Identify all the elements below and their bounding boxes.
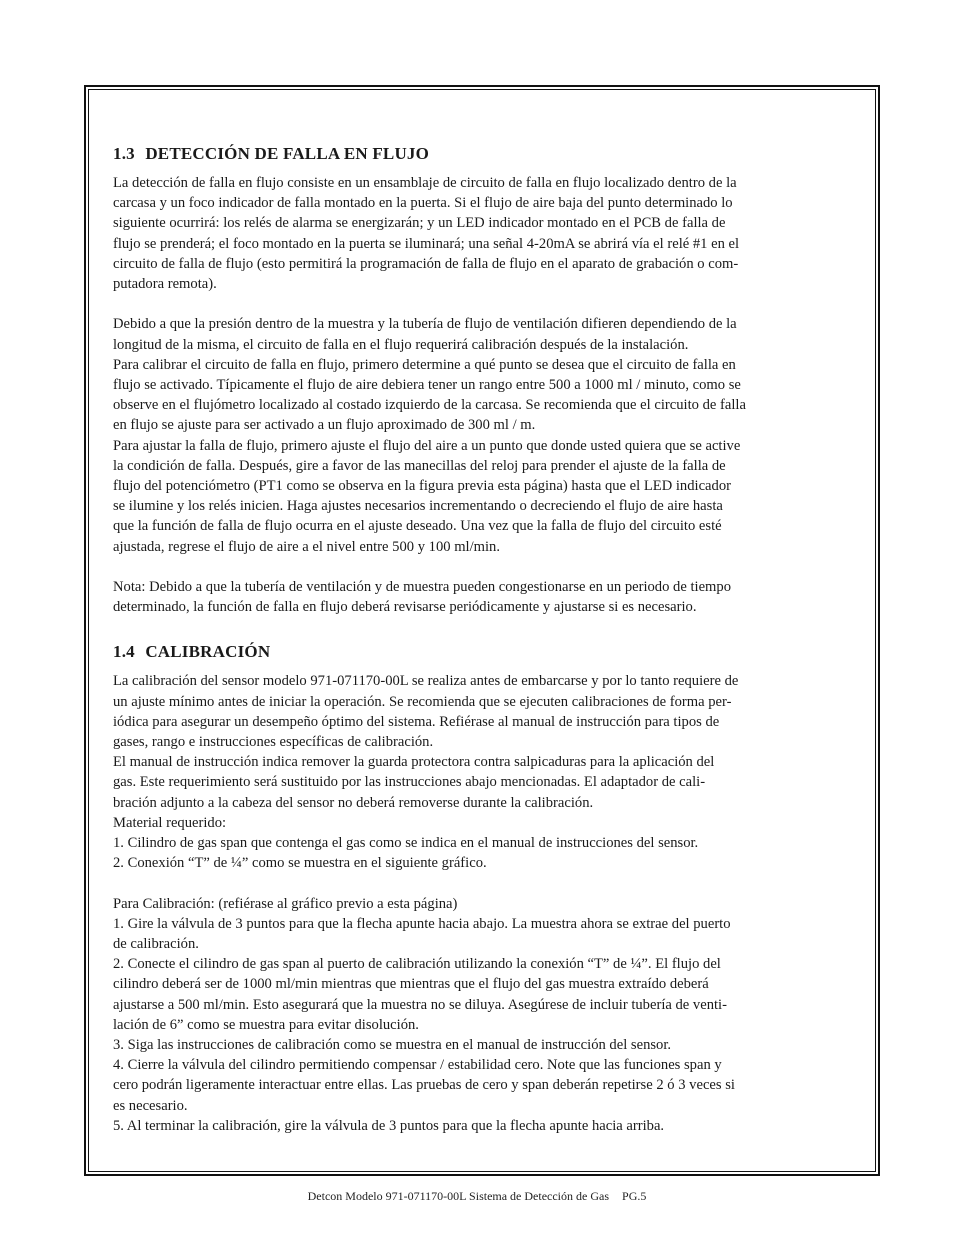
text-line: bración adjunto a la cabeza del sensor no deberá removerse durante la calibración. (113, 794, 594, 811)
section-title: DETECCIÓN DE FALLA EN FLUJO (145, 144, 430, 163)
section-body-flow-fault (113, 173, 858, 617)
text-line: iódica para asegurar un desempeño óptimo del sistema. Refiérase al manual de instrucción para tipos de (113, 713, 720, 730)
text-line: determinado, la función de falla en flujo deberá revisarse periódicamente y ajustarse si es necesario. (113, 599, 697, 616)
text-line: ajustarse a 500 ml/min. Esto asegurará que la muestra no se diluya. Asegúrese de incluir tubería de venti- (113, 996, 727, 1013)
text-line: en flujo se ajuste para ser activado a un flujo aproximado de 300 ml / m. (113, 417, 536, 434)
text-line: cero podrán ligeramente interactuar entre ellas. Las pruebas de cero y span deberán repetirse 2 ó 3 veces si (113, 1077, 735, 1094)
text-line: Para ajustar la falla de flujo, primero ajuste el flujo del aire a un punto que donde usted quiera que se active (113, 437, 741, 454)
text-line: 1. Gire la válvula de 3 puntos para que la flecha apunte hacia abajo. La muestra ahora se extrae del puerto (113, 915, 731, 932)
text-line: flujo del potenciómetro (PT1 como se observa en la figura previa esta página) hasta que el LED indicador (113, 478, 731, 495)
text-line: longitud de la misma, el circuito de falla en el flujo requerirá calibración después de la instalación. (113, 336, 689, 353)
text-line: La detección de falla en flujo consiste en un ensamblaje de circuito de falla en flujo localizado dentro de la (113, 175, 737, 191)
paragraph-break (113, 557, 858, 577)
section-number: 1.3 (113, 144, 135, 163)
text-line: se ilumine y los relés inicien. Haga ajustes necesarios incrementando o decreciendo el flujo de aire hasta (113, 498, 723, 515)
text-line: 2. Conexión “T” de ¼” como se muestra en el siguiente gráfico. (113, 855, 487, 872)
text-line: lación de 6” como se muestra para evitar disolución. (113, 1016, 419, 1033)
text-line: El manual de instrucción indica remover la guarda protectora contra salpicaduras para la aplicación del (113, 754, 715, 771)
text-line: Nota: Debido a que la tubería de ventilación y de muestra pueden congestionarse en un periodo de tiempo (113, 579, 732, 596)
text-line: de calibración. (113, 936, 199, 953)
text-line: 5. Al terminar la calibración, gire la válvula de 3 puntos para que la flecha apunte hacia arriba. (113, 1117, 665, 1134)
text-line: un ajuste mínimo antes de iniciar la operación. Se recomienda que se ejecuten calibraciones de forma per- (113, 693, 732, 710)
page-footer (0, 1188, 954, 1204)
text-line: cilindro deberá ser de 1000 ml/min mientras que mientras que el flujo del gas muestra extraído deberá (113, 976, 709, 993)
text-line: 1. Cilindro de gas span que contenga el gas como se indica en el manual de instrucciones del sensor. (113, 835, 699, 852)
paragraph-break (113, 873, 858, 893)
text-line: Debido a que la presión dentro de la muestra y la tubería de flujo de ventilación difieren dependiendo de la (113, 316, 737, 333)
text-line: gases, rango e instrucciones específicas de calibración. (113, 734, 434, 751)
paragraph-break (113, 294, 858, 314)
section-title: CALIBRACIÓN (145, 642, 271, 662)
section-number: 1.4 (113, 642, 135, 662)
section-body-calibration (113, 671, 858, 1136)
text-line: Para calibrar el circuito de falla en flujo, primero determine a qué punto se desea que el circuito de falla en (113, 356, 736, 373)
text-line: La calibración del sensor modelo 971-071170-00L se realiza antes de embarcarse y por lo tanto requiere de (113, 673, 739, 690)
text-line: ajustada, regrese el flujo de aire a el nivel entre 500 y 100 ml/min. (113, 538, 501, 555)
text-line: siguiente ocurrirá: los relés de alarma se energizarán; y un LED indicador montado en el PCB de falla de (113, 215, 726, 232)
text-line: observe en el flujómetro localizado al costado izquierdo de la carcasa. Se recomienda que el circuito de falla (113, 397, 746, 414)
text-line: la condición de falla. Después, gire a favor de las manecillas del reloj para prender el ajuste de la falla de (113, 457, 726, 474)
footer-text: Detcon Modelo 971-071170-00L Sistema de Detección de Gas (307, 1189, 610, 1203)
text-line: Para Calibración: (refiérase al gráfico previo a esta página) (113, 895, 458, 912)
text-line: Material requerido: (113, 814, 227, 831)
text-line: 4. Cierre la válvula del cilindro permitiendo compensar / estabilidad cero. Note que las funciones span y (113, 1057, 722, 1074)
text-line: gas. Este requerimiento será sustituido por las instrucciones abajo mencionadas. El adaptador de cali- (113, 774, 706, 791)
section-spacer (113, 617, 858, 641)
text-line: 2. Conecte el cilindro de gas span al puerto de calibración utilizando la conexión “T” de ¼”. El flujo del (113, 956, 721, 973)
text-line: circuito de falla de flujo (esto permitirá la programación de falla de flujo en el aparato de grabación o com- (113, 255, 739, 272)
text-line: flujo se prenderá; el foco montado en la puerta se iluminará; una señal 4-20mA se abrirá vía el relé #1 en el (113, 235, 740, 252)
page-content (113, 143, 858, 1136)
section-heading-calibration (113, 641, 858, 663)
section-heading-flow-fault (113, 143, 858, 165)
text-line: 3. Siga las instrucciones de calibración como se muestra en el manual de instrucción del sensor. (113, 1037, 672, 1054)
text-line: flujo se activado. Típicamente el flujo de aire debiera tener un rango entre 500 a 1000 ml / minuto, como se (113, 377, 741, 394)
text-line: carcasa y un foco indicador de falla montado en la puerta. Si el flujo de aire baja del punto determinado lo (113, 195, 733, 212)
page-number: PG.5 (622, 1189, 647, 1203)
text-line: es necesario. (113, 1097, 188, 1114)
text-line: que la función de falla de flujo ocurra en el ajuste deseado. Una vez que la falla de flujo del circuito esté (113, 518, 722, 535)
text-line: putadora remota). (113, 276, 217, 293)
